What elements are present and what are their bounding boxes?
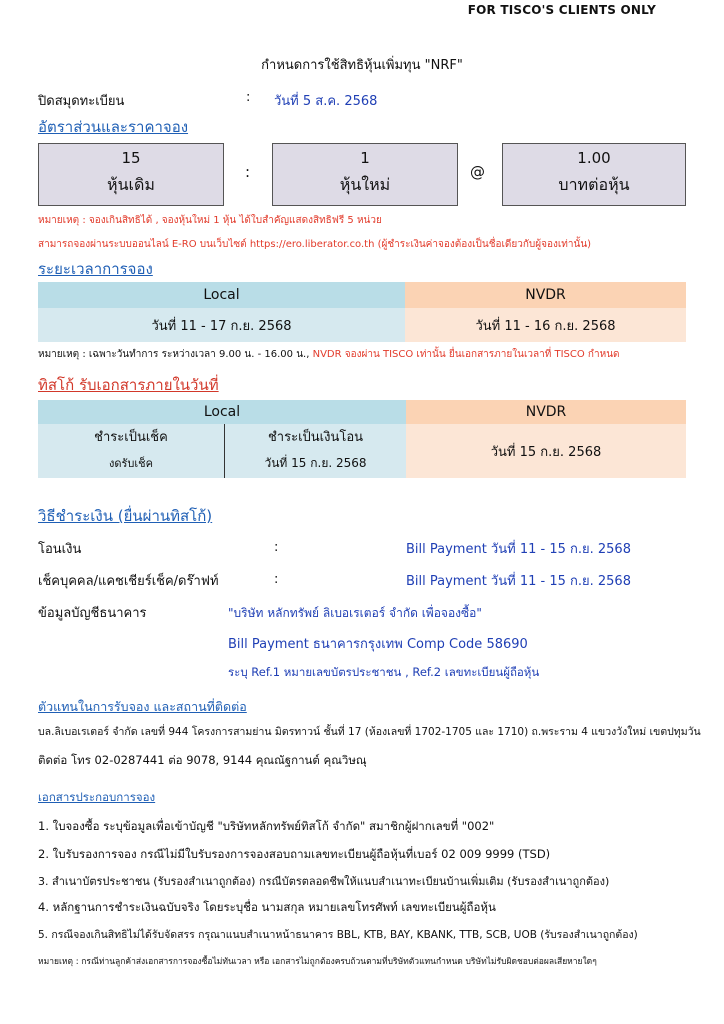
payment-transfer-colon: : (274, 540, 279, 555)
period-heading: ระยะเวลาการจอง (38, 260, 153, 278)
bank-comp-code: Bill Payment ธนาคารกรุงเทพ Comp Code 58690 (228, 637, 528, 652)
ratio-note-1: หมายเหตุ : จองเกินสิทธิได้ , จองหุ้นใหม่ 1 หุ้น ได้ใบสำคัญแสดงสิทธิฟรี 5 หน่วย (38, 215, 382, 226)
old-shares-label: หุ้นเดิม (107, 175, 155, 194)
clients-only-label: FOR TISCO'S CLIENTS ONLY (467, 3, 656, 17)
period-note-hours: หมายเหตุ : เฉพาะวันทำการ ระหว่างเวลา 9.00 น. - 16.00 น., (38, 349, 313, 360)
period-nvdr-header: NVDR (405, 282, 686, 308)
bank-ref-info: ระบุ Ref.1 หมายเลขบัตรประชาชน , Ref.2 เลขทะเบียนผู้ถือหุ้น (228, 665, 540, 679)
old-shares-box (38, 143, 224, 206)
book-closing-date: วันที่ 5 ส.ค. 2568 (274, 94, 378, 109)
payment-transfer-label: โอนเงิน (38, 542, 82, 557)
agent-contact: ติดต่อ โทร 02-0287441 ต่อ 9078, 9144 คุณณัฐกานต์ คุณวิษณุ (38, 753, 367, 767)
submission-transfer-date: วันที่ 15 ก.ย. 2568 (225, 448, 407, 478)
document-item-1: 1. ใบจองซื้อ ระบุข้อมูลเพื่อเข้าบัญชี "บริษัทหลักทรัพย์ทิสโก้ จำกัด" สมาชิกผู้ฝากเลขที่ "002" (38, 819, 495, 833)
period-note-nvdr: NVDR จองผ่าน TISCO เท่านั้น ยื่นเอกสารภายในเวลาที่ TISCO กำหนด (312, 349, 620, 360)
price-box (502, 143, 686, 206)
document-item-5: 5. กรณีจองเกินสิทธิไม่ได้รับจัดสรร กรุณาแนบสำเนาหน้าธนาคาร BBL, KTB, BAY, KBANK, TTB, SCB, UOB (รับรองสำเนาถูกต้อง) (38, 929, 638, 941)
old-shares-value: 15 (121, 149, 141, 167)
ratio-heading: อัตราส่วนและราคาจอง (38, 118, 189, 136)
period-table (38, 282, 686, 342)
price-label: บาทต่อหุ้น (558, 175, 630, 194)
bank-info-label: ข้อมูลบัญชีธนาคาร (38, 606, 147, 621)
period-local-date: วันที่ 11 - 17 ก.ย. 2568 (38, 308, 405, 342)
payment-transfer-value: Bill Payment วันที่ 11 - 15 ก.ย. 2568 (406, 542, 631, 557)
book-closing-colon: : (246, 90, 251, 105)
payment-cheque-colon: : (274, 572, 279, 587)
document-item-4: 4. หลักฐานการชำระเงินฉบับจริง โดยระบุชื่อ นามสกุล หมายเลขโทรศัพท์ เลขทะเบียนผู้ถือหุ้น (38, 900, 496, 914)
new-shares-box (272, 143, 458, 206)
payment-cheque-value: Bill Payment วันที่ 11 - 15 ก.ย. 2568 (406, 574, 631, 589)
new-shares-label: หุ้นใหม่ (339, 175, 391, 194)
payment-heading: วิธีชำระเงิน (ยื่นผ่านทิสโก้) (38, 507, 213, 525)
ratio-at-sign: @ (470, 163, 485, 181)
period-nvdr-date: วันที่ 11 - 16 ก.ย. 2568 (405, 308, 686, 342)
period-local-header: Local (38, 282, 405, 308)
ratio-colon: : (245, 163, 251, 181)
submission-cheque-value: งดรับเช็ค (38, 448, 225, 478)
ratio-note-2: สามารถจองผ่านระบบออนไลน์ E-RO บนเว็บไซต์ https://ero.liberator.co.th (ผู้ชำระเงินค่าจองต้องเป็นชื่อเดียวกับผู้จองเท่านั้น) (38, 239, 592, 250)
book-closing-label: ปิดสมุดทะเบียน (38, 94, 125, 109)
submission-local-header: Local (38, 400, 406, 424)
document-item-3: 3. สำเนาบัตรประชาชน (รับรองสำเนาถูกต้อง) กรณีบัตรตลอดชีพให้แนบสำเนาทะเบียนบ้านเพิ่มเติม (รับรองสำเนาถูกต้อง) (38, 875, 610, 888)
agent-address: บล.ลิเบอเรเตอร์ จำกัด เลขที่ 944 โครงการสามย่าน มิตรทาวน์ ชั้นที่ 17 (ห้องเลขที่ 1702-1705 และ 1710) ถ.พระราม 4 แขวงวังใหม่ เขตปทุมวัน (38, 726, 701, 738)
agent-heading: ตัวแทนในการรับจอง และสถานที่ติดต่อ (38, 699, 247, 714)
submission-transfer-label: ชำระเป็นเงินโอน (225, 424, 407, 448)
document-title: กำหนดการใช้สิทธิหุ้นเพิ่มทุน "NRF" (261, 58, 463, 73)
documents-note: หมายเหตุ : กรณีท่านลูกค้าส่งเอกสารการจองซื้อไม่ทันเวลา หรือ เอกสารไม่ถูกต้องครบถ้วนตามที่บริษัทตัวแทนกำหนด บริษัทไม่รับผิดชอบต่อผลเสียหายใดๆ (38, 957, 597, 967)
new-shares-value: 1 (360, 149, 370, 167)
submission-cheque-label: ชำระเป็นเช็ค (38, 424, 225, 448)
submission-table (38, 400, 686, 478)
payment-cheque-label: เช็คบุคคล/แคชเชียร์เช็ค/ดร๊าฟท์ (38, 574, 219, 589)
period-note (38, 347, 620, 362)
document-item-2: 2. ใบรับรองการจอง กรณีไม่มีใบรับรองการจองสอบถามเลขทะเบียนผู้ถือหุ้นที่เบอร์ 02 009 9999 (TSD) (38, 847, 551, 861)
bank-account-name: "บริษัท หลักทรัพย์ ลิเบอเรเตอร์ จำกัด เพื่อจองซื้อ" (228, 606, 482, 620)
submission-nvdr-header: NVDR (406, 400, 686, 424)
documents-heading: เอกสารประกอบการจอง (38, 790, 156, 804)
submission-nvdr-date: วันที่ 15 ก.ย. 2568 (406, 424, 686, 478)
submission-heading: ทิสโก้ รับเอกสารภายในวันที่ (38, 376, 219, 394)
price-value: 1.00 (577, 149, 611, 167)
